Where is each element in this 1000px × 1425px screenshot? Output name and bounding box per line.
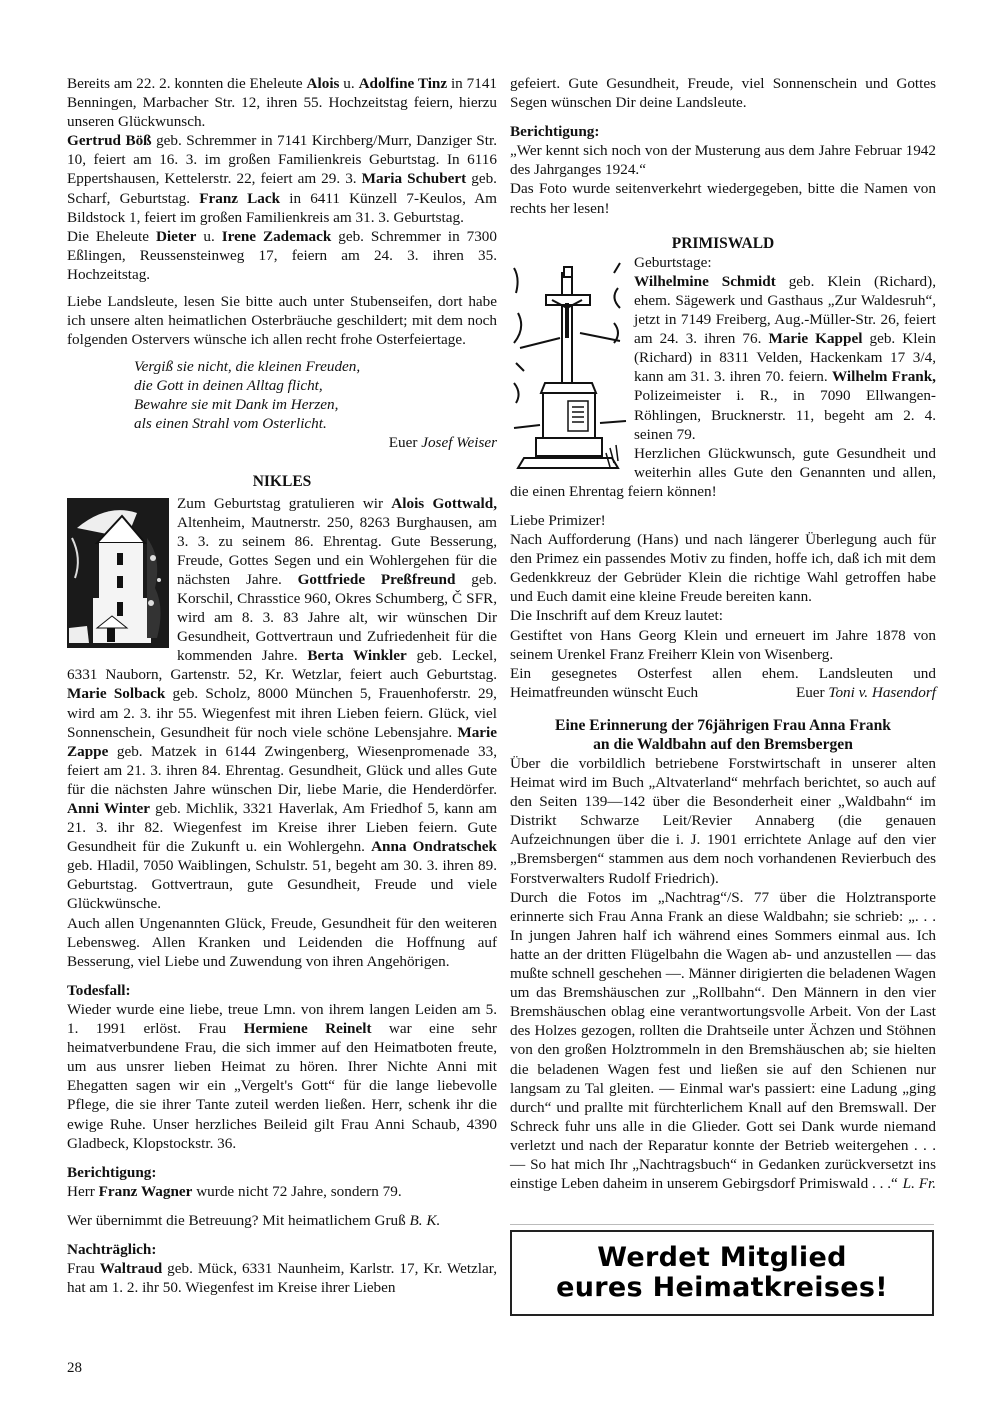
- primiswald-birthdays: Wilhelmine Schmidt geb. Klein (Richard), ehem. Sägewerk und Gasthaus „Zur Waldesruh“, jetzt in 7149 Freiberg, Aug.-Müller-Str. 26, feiert am 24. 3. ihren 76. Marie Kappel geb. Klein (Richard) in 8311 Velden, Hackenkam 17 3/4, kann am 31. 3. ihren 70. feiern. Wilhelm Frank, Polizeimeister i. R., in 7090 Ellwangen-Röhlingen, Brucknerstr. 11, begeht am 2. 4. seinen 79.: [634, 272, 937, 443]
- article-paragraph: Über die vorbildlich betriebene Forstwirtschaft in unserer alten Heimat wird im Buch „Altvaterland“ mehrfach berichtet, so auch auf den Seiten 139—142 über die Besonderheit einer „Waldbahn“ im Distrikt Schwarze Leit/Revier Annaberg (die genauen Aufzeichnungen über die i. J. 1901 errichtete Anlage auf den vier „Bremsbergen“ stammen aus dem noch vorhandenen Revierbuch des Forstverwalters Rudolf Friedrich).: [510, 755, 936, 887]
- person-name: Alois: [306, 75, 340, 92]
- care-question: Wer übernimmt die Betreuung? Mit heimatlichem Gruß B. K.: [67, 1211, 441, 1229]
- right-column: [510, 74, 936, 1193]
- left-column: [67, 74, 497, 1297]
- person-name: Gertrud Böß: [67, 132, 152, 150]
- wayside-cross-image: [510, 253, 628, 475]
- correction-quote: „Wer kennt sich noch von der Musterung aus dem Jahre Februar 1942 des Jahrganges 1924.“: [510, 142, 936, 179]
- signature-name: Josef Weiser: [421, 434, 497, 452]
- letter-body: Nach Aufforderung (Hans) und nach längerer Überlegung auch für den Primez ein passendes Motiv zu finden, hoffe ich, daß ich mit dem Gedenkkreuz der Gebrüder Klein die richtige Wahl getroffen habe und Euch damit eine kleine Freude bereiten kann.: [510, 531, 936, 606]
- person-name: Marie Solback: [67, 685, 166, 703]
- person-name: Marie Kappel: [768, 330, 863, 348]
- intro-paragraph: Die Eheleute Dieter u. Irene Zademack geb. Schremmer in 7300 Eßlingen, Reussensteinweg 17, feiern am 24. 3. ihren 35. Hochzeitstag.: [67, 227, 497, 283]
- late-notice: Frau Waltraud geb. Mück, 6331 Naunheim, Karlstr. 17, Kr. Wetzlar, hat am 1. 2. ihr 50. Wiegenfest im Kreise ihrer Lieben: [67, 1260, 497, 1297]
- person-name: Marie Zappe: [67, 723, 497, 760]
- article-title: Eine Erinnerung der 76jährigen Frau Anna Frank an die Waldbahn auf den Bremsbergen: [555, 717, 891, 753]
- poem-line: als einen Strahl vom Osterlicht.: [134, 415, 327, 433]
- letter-closing: Ein gesegnetes Osterfest allen ehem. Landsleuten und Heimatfreunden wünscht Euch: [510, 664, 936, 701]
- primiswald-subheading: Geburtstage:: [634, 253, 712, 271]
- person-name: Anni Winter: [67, 800, 151, 817]
- continuation-text: gefeiert. Gute Gesundheit, Freude, viel Sonnenschein und Gottes Segen wünschen Dir deine Landsleute.: [510, 75, 936, 112]
- person-name: Gottfriede Preßfreund: [297, 570, 456, 588]
- person-name: Anna Ondratschek: [371, 838, 497, 856]
- death-label: Todesfall:: [67, 981, 131, 999]
- intro-paragraph: Gertrud Böß geb. Schremmer in 7141 Kirchberg/Murr, Danziger Str. 10, feiert am 16. 3. im großen Familienkreis Geburtstag. In 6116 Eppertshausen, Kettelerstr. 22, feiert am 29. 3. Maria Schubert geb. Scharf, Geburtstag. Franz Lack in 6411 Künzell 7-Keulos, Am Bildstock 1, feiert im großen Familienkreis am 31. 3. Geburtstag.: [67, 132, 497, 226]
- banner-line: eures Heimatkreises!: [556, 1272, 888, 1303]
- person-name: Irene Zademack: [221, 227, 332, 245]
- page-number: 28: [67, 1360, 82, 1376]
- intro-paragraph: Bereits am 22. 2. konnten die Eheleute Alois u. Adolfine Tinz in 7141 Benningen, Marbacher Str. 12, ihren 55. Hochzeitstag feiern, hierzu unseren Glückwunsch.: [67, 75, 498, 131]
- person-name: Dieter: [155, 227, 197, 245]
- correction-label: Berichtigung:: [67, 1163, 157, 1181]
- intro-section: [67, 74, 497, 284]
- church-tower-image: [67, 498, 169, 648]
- person-name: Franz Wagner: [98, 1182, 193, 1200]
- person-name: Wilhelm Frank,: [831, 368, 936, 386]
- person-name: Hermiene Reinelt: [243, 1020, 372, 1038]
- letter-greeting: Liebe Primizer!: [510, 511, 606, 529]
- primiswald-section: [510, 253, 936, 501]
- person-name: Alois Gottwald,: [391, 494, 497, 512]
- poem-line: Bewahre sie mit Dank im Herzen,: [134, 396, 339, 414]
- easter-poem: [134, 357, 497, 433]
- person-name: Berta Winkler: [307, 647, 407, 665]
- article-paragraph: Durch die Fotos im „Nachtrag“/S. 77 über die Holztransporte erinnerte sich Frau Anna Frank an diese Waldbahn; sie schrieb: „. . . In jungen Jahren half ich während eines Sommers einmal aus. Ich hatte an der dritten Flügelbahn die Wagen ab- und anzustellen — das mußte schnell geschehen —. Männer dirigierten die beladenen Wagen um das Bremshäuschen zur „Rollbahn“. Den Männern in den vier Bremshäuschen oblag eine verantwortungsvolle Arbeit. Von der Last des Holzes gezogen, rollten die Drahtseile unter Ächzen und Stöhnen von den großen Holztrommeln in den Bremshäuschen ab; sie hielten die beladenen Wagen fest und ließen sie auf den Schienen nur langsam zu Tal gleiten. — Einmal war's passiert: eine Ladung „ging durch“ und prallte mit fürchterlichem Knall auf den Bremswall. Der Schreck fuhr uns alle in die Glieder. Gott sei Dank wurde niemand verletzt und nach der Reparatur konnte der Betrieb weitergehen . . . — So hat mich Ihr „Nachtragsbuch“ in Gedanken zurückversetzt ins einstige Leben daheim in unserem Gebirgsdorf Primiswald . . .“: [510, 888, 936, 1193]
- signature-name: Toni v. Hasendorf: [828, 683, 936, 701]
- poem-signature: Euer Josef Weiser: [388, 434, 497, 452]
- article-signature: L. Fr.: [902, 1175, 936, 1193]
- person-name: Adolfine Tinz: [358, 75, 448, 92]
- correction-note: Das Foto wurde seitenverkehrt wiedergegeben, bitte die Namen von rechts her lesen!: [510, 180, 936, 217]
- poem-line: die Gott in deinen Alltag flicht,: [134, 377, 323, 395]
- nikles-heading: NIKLES: [252, 473, 312, 491]
- person-name: Waltraud: [99, 1260, 163, 1278]
- primiswald-heading: PRIMISWALD: [671, 234, 775, 252]
- letter-signature: Euer Toni v. Hasendorf: [795, 683, 936, 701]
- banner-line: Werdet Mitglied: [597, 1242, 847, 1273]
- primiswald-wish: Herzlichen Glückwunsch, gute Gesundheit und weiterhin alles Gute den Genannten und allen, die einen Ehrentag feiern können!: [510, 444, 936, 500]
- easter-note: Liebe Landsleute, lesen Sie bitte auch unter Stubenseifen, dort habe ich unsere alten heimatlichen Osterbräuche geschildert; mit dem noch folgenden Ostervers wünsche ich allen recht frohe Osterfeiertage.: [67, 293, 497, 349]
- death-notice: Wieder wurde eine liebe, treue Lmn. von ihrem langen Leiden am 5. 1. 1991 erlöst. Frau Hermiene Reinelt war eine sehr heimatverbundene Frau, die sich immer auf den Heimatboten freute, um aus unsrer lieben Heimat zu hören. Ihrer Nichte Anni mit Ehegatten sagen wir ein „Vergelt's Gott“ für die lange liebevolle Pflege, die sie ihrer Tante zuteil werden ließen. Herr, schenk ihr die ewige Ruhe. Unser herzliches Beileid gilt Frau Anni Schaub, 4390 Gladbeck, Klopstockstr. 36.: [67, 1000, 497, 1152]
- membership-banner: [510, 1230, 934, 1316]
- divider: [510, 1224, 934, 1225]
- nikles-closing: Auch allen Ungenannten Glück, Freude, Gesundheit für den weiteren Lebensweg. Allen Kranken und Leidenden die Hoffnung auf Besserung, viel Liebe und Zuwendung von ihren Angehörigen.: [67, 914, 497, 970]
- poem-line: Vergiß sie nicht, die kleinen Freuden,: [134, 358, 361, 376]
- correction-text: Herr Franz Wagner wurde nicht 72 Jahre, sondern 79.: [67, 1182, 402, 1200]
- inscription-intro: Die Inschrift auf dem Kreuz lautet:: [510, 607, 723, 625]
- inscription-text: Gestiftet von Hans Georg Klein und erneuert im Jahre 1878 von seinem Urenkel Franz Freiherr Klein von Wisenberg.: [510, 626, 936, 663]
- letter-section: [510, 511, 936, 702]
- nikles-section: [67, 494, 497, 971]
- nikles-birthdays: Zum Geburtstag gratulieren wir Alois Gottwald, Altenheim, Mautnerstr. 250, 8263 Burghausen, am 3. 3. zu seinem 86. Ehrentag. Gute Besserung, Freude, Gottes Segen und ein Wohlergehen für die nächsten Jahre. Gottfriede Preßfreund geb. Korschil, Chrasstice 960, Okres Schumberg, Č SFR, wird am 8. 3. 83 Jahre alt, wir wünschen Dir Gesundheit, Gottvertraun und Zufriedenheit für die kommenden Jahre. Berta Winkler geb. Leckel, 6331 Nauborn, Gartenstr. 52, Kr. Wetzlar, feiert auch Geburtstag. Marie Solback geb. Scholz, 8000 München 5, Frauenhoferstr. 29, wird am 2. 3. ihr 55. Wiegenfest mit ihren Lieben feiern. Glück, viel Sonnenschein, Gesundheit für noch viele schöne Lebensjahre. Marie Zappe geb. Matzek in 6144 Zwingenberg, Wiesenpromenade 33, feiert am 21. 3. ihren 84. Ehrentag. Gesundheit, Glück und alles Gute für die nächsten Jahre wünschen Dir, liebe Marie, die Henderdörfer. Anni Winter geb. Michlik, 3321 Haverlak, Am Friedhof 5, kann am 21. 3. ihr 82. Wiegenfest im Kreise ihrer Lieben feiern. Gute Gesundheit für die Zukunft u. ein Wohlergehn. Anna Ondratschek geb. Hladil, 7050 Waiblingen, Schulstr. 51, begeht am 30. 3. ihren 89. Geburtstag. Gottvertraun, gute Gesundheit, Freude und viele Glückwünsche.: [67, 494, 497, 913]
- right-correction-label: Berichtigung:: [510, 123, 600, 141]
- late-label: Nachträglich:: [67, 1240, 157, 1258]
- care-signature: B. K.: [409, 1211, 441, 1229]
- person-name: Wilhelmine Schmidt: [634, 272, 776, 290]
- person-name: Maria Schubert: [361, 170, 467, 188]
- person-name: Franz Lack: [199, 189, 281, 207]
